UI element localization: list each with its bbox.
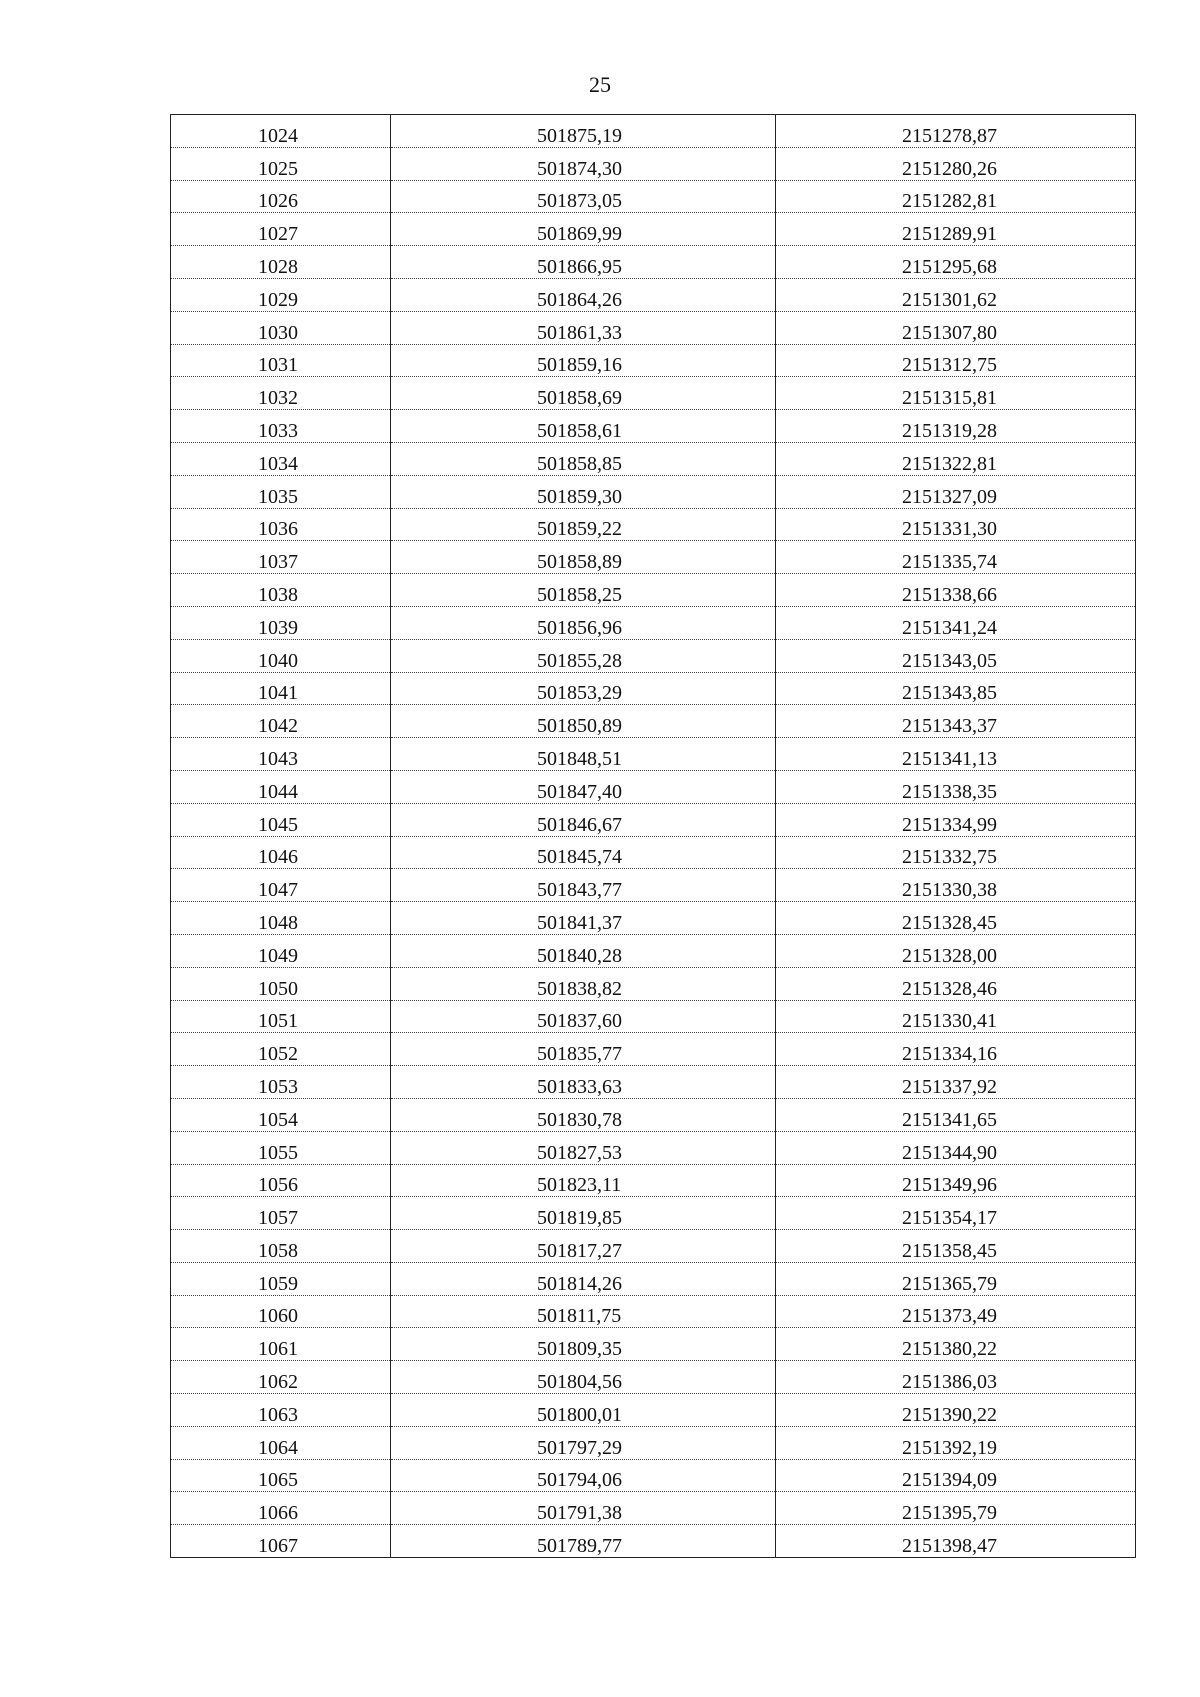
point-number-cell: 1052	[171, 1033, 391, 1066]
y-coordinate-cell: 2151373,49	[776, 1295, 1136, 1328]
point-number-cell: 1031	[171, 344, 391, 377]
x-coordinate-cell: 501819,85	[391, 1197, 776, 1230]
table-row	[171, 770, 1136, 803]
y-coordinate-cell: 2151341,13	[776, 738, 1136, 771]
point-number-cell: 1034	[171, 442, 391, 475]
x-coordinate-cell: 501809,35	[391, 1328, 776, 1361]
point-number-cell: 1063	[171, 1394, 391, 1427]
x-coordinate-cell: 501837,60	[391, 1000, 776, 1033]
y-coordinate-cell: 2151337,92	[776, 1066, 1136, 1099]
x-coordinate-cell: 501833,63	[391, 1066, 776, 1099]
table-row	[171, 541, 1136, 574]
y-coordinate-cell: 2151354,17	[776, 1197, 1136, 1230]
point-number-cell: 1066	[171, 1492, 391, 1525]
point-number-cell: 1046	[171, 836, 391, 869]
y-coordinate-cell: 2151307,80	[776, 311, 1136, 344]
x-coordinate-cell: 501846,67	[391, 803, 776, 836]
table-row	[171, 1098, 1136, 1131]
table-row	[171, 1361, 1136, 1394]
x-coordinate-cell: 501789,77	[391, 1525, 776, 1558]
x-coordinate-cell: 501814,26	[391, 1262, 776, 1295]
x-coordinate-cell: 501811,75	[391, 1295, 776, 1328]
y-coordinate-cell: 2151334,16	[776, 1033, 1136, 1066]
y-coordinate-cell: 2151315,81	[776, 377, 1136, 410]
y-coordinate-cell: 2151312,75	[776, 344, 1136, 377]
y-coordinate-cell: 2151344,90	[776, 1131, 1136, 1164]
table-row	[171, 606, 1136, 639]
point-number-cell: 1060	[171, 1295, 391, 1328]
table-row	[171, 246, 1136, 279]
table-row	[171, 180, 1136, 213]
table-row	[171, 147, 1136, 180]
x-coordinate-cell: 501859,22	[391, 508, 776, 541]
y-coordinate-cell: 2151289,91	[776, 213, 1136, 246]
x-coordinate-cell: 501874,30	[391, 147, 776, 180]
y-coordinate-cell: 2151330,38	[776, 869, 1136, 902]
x-coordinate-cell: 501858,69	[391, 377, 776, 410]
table-row	[171, 278, 1136, 311]
point-number-cell: 1047	[171, 869, 391, 902]
x-coordinate-cell: 501843,77	[391, 869, 776, 902]
table-row	[171, 213, 1136, 246]
x-coordinate-cell: 501841,37	[391, 902, 776, 935]
table-row	[171, 1262, 1136, 1295]
point-number-cell: 1053	[171, 1066, 391, 1099]
point-number-cell: 1039	[171, 606, 391, 639]
table-row	[171, 967, 1136, 1000]
point-number-cell: 1029	[171, 278, 391, 311]
x-coordinate-cell: 501856,96	[391, 606, 776, 639]
y-coordinate-cell: 2151328,00	[776, 934, 1136, 967]
table-row	[171, 442, 1136, 475]
x-coordinate-cell: 501855,28	[391, 639, 776, 672]
point-number-cell: 1049	[171, 934, 391, 967]
y-coordinate-cell: 2151392,19	[776, 1426, 1136, 1459]
point-number-cell: 1067	[171, 1525, 391, 1558]
table-row	[171, 934, 1136, 967]
point-number-cell: 1036	[171, 508, 391, 541]
y-coordinate-cell: 2151394,09	[776, 1459, 1136, 1492]
y-coordinate-cell: 2151386,03	[776, 1361, 1136, 1394]
x-coordinate-cell: 501875,19	[391, 115, 776, 148]
point-number-cell: 1050	[171, 967, 391, 1000]
y-coordinate-cell: 2151343,05	[776, 639, 1136, 672]
table-row	[171, 803, 1136, 836]
y-coordinate-cell: 2151390,22	[776, 1394, 1136, 1427]
table-row	[171, 344, 1136, 377]
table-row	[171, 1033, 1136, 1066]
y-coordinate-cell: 2151380,22	[776, 1328, 1136, 1361]
x-coordinate-cell: 501861,33	[391, 311, 776, 344]
table-row	[171, 377, 1136, 410]
y-coordinate-cell: 2151319,28	[776, 410, 1136, 443]
x-coordinate-cell: 501858,25	[391, 574, 776, 607]
table-row	[171, 1525, 1136, 1558]
table-row	[171, 1426, 1136, 1459]
x-coordinate-cell: 501840,28	[391, 934, 776, 967]
x-coordinate-cell: 501859,30	[391, 475, 776, 508]
x-coordinate-cell: 501791,38	[391, 1492, 776, 1525]
table-row	[171, 1492, 1136, 1525]
point-number-cell: 1042	[171, 705, 391, 738]
point-number-cell: 1035	[171, 475, 391, 508]
point-number-cell: 1043	[171, 738, 391, 771]
y-coordinate-cell: 2151295,68	[776, 246, 1136, 279]
x-coordinate-cell: 501858,85	[391, 442, 776, 475]
point-number-cell: 1048	[171, 902, 391, 935]
point-number-cell: 1064	[171, 1426, 391, 1459]
point-number-cell: 1057	[171, 1197, 391, 1230]
x-coordinate-cell: 501869,99	[391, 213, 776, 246]
x-coordinate-cell: 501797,29	[391, 1426, 776, 1459]
point-number-cell: 1044	[171, 770, 391, 803]
point-number-cell: 1033	[171, 410, 391, 443]
x-coordinate-cell: 501853,29	[391, 672, 776, 705]
x-coordinate-cell: 501835,77	[391, 1033, 776, 1066]
y-coordinate-cell: 2151338,35	[776, 770, 1136, 803]
table-row	[171, 738, 1136, 771]
y-coordinate-cell: 2151335,74	[776, 541, 1136, 574]
x-coordinate-cell: 501858,89	[391, 541, 776, 574]
point-number-cell: 1026	[171, 180, 391, 213]
y-coordinate-cell: 2151322,81	[776, 442, 1136, 475]
x-coordinate-cell: 501823,11	[391, 1164, 776, 1197]
point-number-cell: 1045	[171, 803, 391, 836]
x-coordinate-cell: 501864,26	[391, 278, 776, 311]
point-number-cell: 1025	[171, 147, 391, 180]
point-number-cell: 1041	[171, 672, 391, 705]
table-row	[171, 574, 1136, 607]
point-number-cell: 1055	[171, 1131, 391, 1164]
table-row	[171, 508, 1136, 541]
y-coordinate-cell: 2151301,62	[776, 278, 1136, 311]
table-row	[171, 1131, 1136, 1164]
point-number-cell: 1038	[171, 574, 391, 607]
table-row	[171, 869, 1136, 902]
point-number-cell: 1027	[171, 213, 391, 246]
point-number-cell: 1065	[171, 1459, 391, 1492]
point-number-cell: 1037	[171, 541, 391, 574]
table-row	[171, 639, 1136, 672]
y-coordinate-cell: 2151331,30	[776, 508, 1136, 541]
point-number-cell: 1061	[171, 1328, 391, 1361]
y-coordinate-cell: 2151328,46	[776, 967, 1136, 1000]
y-coordinate-cell: 2151395,79	[776, 1492, 1136, 1525]
point-number-cell: 1024	[171, 115, 391, 148]
table-row	[171, 1328, 1136, 1361]
y-coordinate-cell: 2151278,87	[776, 115, 1136, 148]
table-row	[171, 1230, 1136, 1263]
table-row	[171, 1197, 1136, 1230]
table-row	[171, 672, 1136, 705]
table-row	[171, 1295, 1136, 1328]
table-row	[171, 1000, 1136, 1033]
x-coordinate-cell: 501794,06	[391, 1459, 776, 1492]
x-coordinate-cell: 501830,78	[391, 1098, 776, 1131]
table-row	[171, 705, 1136, 738]
x-coordinate-cell: 501850,89	[391, 705, 776, 738]
coordinates-table-body	[171, 115, 1136, 1558]
y-coordinate-cell: 2151398,47	[776, 1525, 1136, 1558]
table-row	[171, 1066, 1136, 1099]
point-number-cell: 1030	[171, 311, 391, 344]
x-coordinate-cell: 501848,51	[391, 738, 776, 771]
table-row	[171, 902, 1136, 935]
table-row	[171, 1394, 1136, 1427]
y-coordinate-cell: 2151349,96	[776, 1164, 1136, 1197]
y-coordinate-cell: 2151338,66	[776, 574, 1136, 607]
x-coordinate-cell: 501845,74	[391, 836, 776, 869]
table-row	[171, 475, 1136, 508]
table-row	[171, 1459, 1136, 1492]
y-coordinate-cell: 2151328,45	[776, 902, 1136, 935]
y-coordinate-cell: 2151358,45	[776, 1230, 1136, 1263]
x-coordinate-cell: 501866,95	[391, 246, 776, 279]
table-row	[171, 1164, 1136, 1197]
x-coordinate-cell: 501800,01	[391, 1394, 776, 1427]
coordinates-table	[170, 114, 1136, 1558]
x-coordinate-cell: 501838,82	[391, 967, 776, 1000]
x-coordinate-cell: 501873,05	[391, 180, 776, 213]
x-coordinate-cell: 501858,61	[391, 410, 776, 443]
point-number-cell: 1062	[171, 1361, 391, 1394]
y-coordinate-cell: 2151330,41	[776, 1000, 1136, 1033]
y-coordinate-cell: 2151341,65	[776, 1098, 1136, 1131]
y-coordinate-cell: 2151327,09	[776, 475, 1136, 508]
point-number-cell: 1058	[171, 1230, 391, 1263]
point-number-cell: 1032	[171, 377, 391, 410]
x-coordinate-cell: 501804,56	[391, 1361, 776, 1394]
table-row	[171, 115, 1136, 148]
x-coordinate-cell: 501817,27	[391, 1230, 776, 1263]
y-coordinate-cell: 2151282,81	[776, 180, 1136, 213]
y-coordinate-cell: 2151280,26	[776, 147, 1136, 180]
table-row	[171, 836, 1136, 869]
y-coordinate-cell: 2151343,85	[776, 672, 1136, 705]
point-number-cell: 1054	[171, 1098, 391, 1131]
x-coordinate-cell: 501847,40	[391, 770, 776, 803]
x-coordinate-cell: 501827,53	[391, 1131, 776, 1164]
x-coordinate-cell: 501859,16	[391, 344, 776, 377]
table-row	[171, 410, 1136, 443]
y-coordinate-cell: 2151343,37	[776, 705, 1136, 738]
point-number-cell: 1040	[171, 639, 391, 672]
y-coordinate-cell: 2151334,99	[776, 803, 1136, 836]
point-number-cell: 1056	[171, 1164, 391, 1197]
point-number-cell: 1028	[171, 246, 391, 279]
page-number: 25	[589, 72, 611, 97]
y-coordinate-cell: 2151341,24	[776, 606, 1136, 639]
point-number-cell: 1059	[171, 1262, 391, 1295]
y-coordinate-cell: 2151332,75	[776, 836, 1136, 869]
y-coordinate-cell: 2151365,79	[776, 1262, 1136, 1295]
point-number-cell: 1051	[171, 1000, 391, 1033]
table-row	[171, 311, 1136, 344]
